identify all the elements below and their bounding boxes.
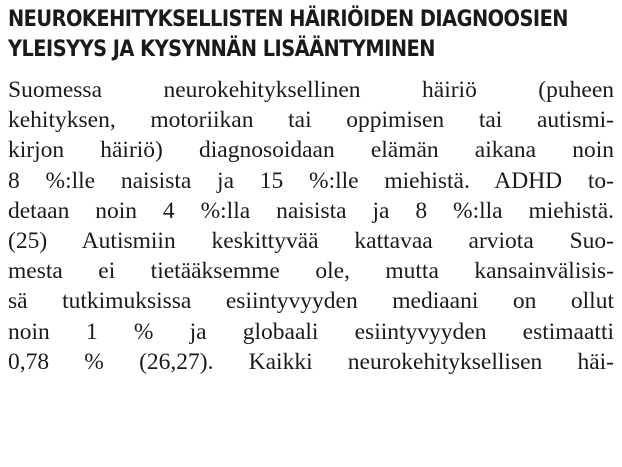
body-line-3: kirjon häiriö) diagnosoidaan elämän aikana noin [8, 137, 614, 164]
body-paragraph [8, 75, 614, 377]
body-line-9: noin 1 % ja globaali esiintyvyyden estimaatti [8, 318, 614, 345]
body-line-8: sä tutkimuksissa esiintyvyyden mediaani on ollut [8, 288, 614, 315]
body-line-5: detaan noin 4 %:lla naisista ja 8 %:lla miehistä. [8, 197, 614, 224]
body-line-2: kehityksen, motoriikan tai oppimisen tai autismi- [8, 107, 614, 134]
section-heading [8, 4, 568, 64]
body-line-7: mesta ei tietääksemme ole, mutta kansainvälisis- [8, 258, 614, 285]
body-line-6: (25) Autismiin keskittyvää kattavaa arviota Suo- [8, 227, 614, 254]
heading-line-2: YLEISYYS JA KYSYNNÄN LISÄÄNTYMINEN [8, 36, 435, 62]
heading-line-1: NEUROKEHITYKSELLISTEN HÄIRIÖIDEN DIAGNOOSIEN [8, 6, 568, 32]
body-line-1: Suomessa neurokehityksellinen häiriö (puheen [8, 77, 614, 103]
body-line-4: 8 %:lle naisista ja 15 %:lle miehistä. ADHD to- [8, 167, 614, 194]
document-page [8, 4, 614, 377]
body-line-10: 0,78 % (26,27). Kaikki neurokehityksellisen häi- [8, 348, 614, 375]
